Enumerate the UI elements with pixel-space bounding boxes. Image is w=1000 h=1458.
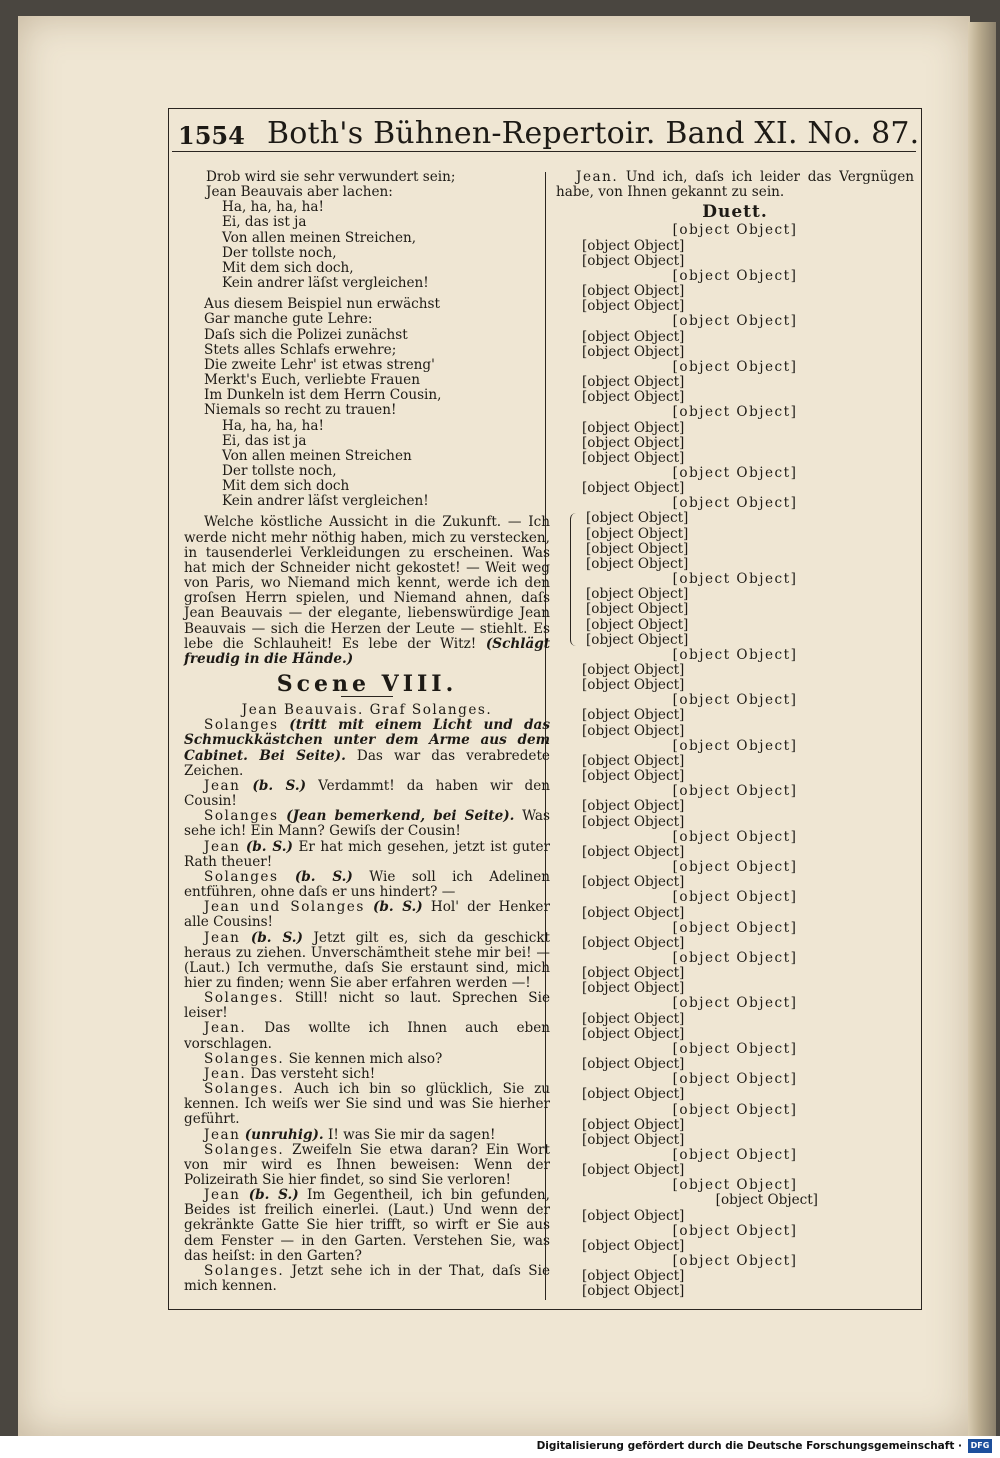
spoken-text: Jetzt sehe ich in der That, daſs Sie mich kennen. [184, 1262, 550, 1295]
verse-line: [object Object] [582, 389, 685, 406]
verse-line: [object Object] [582, 752, 685, 769]
speaker-name: Solanges. [204, 1262, 285, 1279]
monologue-text: Welche köstliche Aussicht in die Zukunft. — Ich werde nicht mehr nöthig haben, mich zu verstecken, in tausenderlei Verkleidungen zu erscheinen. Was hat mich der Schneider nicht gekostet! — Weit weg von Paris, wo Niemand mich kennt, werde ich den groſsen Herrn spielen, und Niemand ahnen, daſs Jean Beauvais — der elegante, liebenswürdige Jean Beauvais — sich die Herzen der Leute — stiehlt. Es lebe die Schlauheit! Es lebe der Witz! [184, 514, 550, 652]
verse-line: [object Object] [582, 1010, 685, 1027]
speaker-cue: [object Object] [672, 464, 798, 481]
speaker-cue: [object Object] [672, 919, 798, 936]
verse-line: [object Object] [582, 343, 685, 360]
speaker-name: Jean. [204, 1020, 247, 1037]
verse-line: [object Object] [582, 1116, 685, 1133]
speaker-cue: [object Object] [672, 1071, 798, 1088]
verse-line: [object Object] [582, 722, 685, 739]
refrain-line: Mit dem sich doch [222, 478, 350, 495]
spoken-text: Im Gegentheil, ich bin gefunden, Beides ist freilich einerlei. (Laut.) Und wenn der gekränkte Gatte Sie hier trifft, so wirft er Sie aus dem Fenster — in den Garten. Verstehen Sie, was das heiſst: in den Garten? [184, 1187, 550, 1264]
verse-line: [object Object] [586, 631, 689, 648]
speaker-name: Solanges. [204, 1081, 285, 1098]
verse-line: [object Object] [582, 843, 685, 860]
verse-line: [object Object] [582, 1086, 685, 1103]
stage-direction: (tritt mit einem Licht und das Schmuckkästchen unter dem Arme aus dem Cabinet. Bei Seite). [184, 717, 550, 764]
verse-line: [object Object] [582, 374, 685, 391]
speaker-cue: [object Object] [672, 995, 798, 1012]
speaker-name: Jean und Solanges [204, 899, 365, 916]
verse-line: Aus diesem Beispiel nun erwächst [204, 296, 440, 313]
dialogue-line [184, 991, 550, 1021]
dialogue-line [184, 1128, 550, 1143]
verse-line: [object Object] [582, 1162, 685, 1179]
spoken-text: Hol' der Henker alle Cousins! [184, 899, 550, 931]
spoken-text: I! was Sie mir da sagen! [327, 1126, 496, 1143]
dialogue-line [184, 809, 550, 839]
speaker-name: Solanges [204, 808, 279, 825]
verse-line: [object Object] [582, 1025, 685, 1042]
speaker-name: Solanges. [204, 990, 285, 1007]
verse-line: [object Object] [582, 677, 685, 694]
verse-line: Die zweite Lehr' ist etwas streng' [204, 356, 435, 373]
speaker-cue: [object Object] [672, 495, 798, 512]
dialogue-line [184, 900, 550, 930]
speaker-name: Jean [204, 1126, 241, 1143]
spoken-text: Das versteht sich! [250, 1065, 376, 1082]
verse-line: [object Object] [582, 798, 685, 815]
verse-line: [object Object] [582, 1207, 685, 1224]
stage-direction: (b. S.) [245, 838, 293, 855]
footer-bar [0, 1436, 1000, 1458]
speaker-cue: [object Object] [672, 222, 798, 239]
stage-direction: (b. S.) [248, 1187, 299, 1204]
refrain-line: Von allen meinen Streichen [222, 447, 412, 464]
speaker-cue: [object Object] [672, 859, 798, 876]
verse-line: [object Object] [582, 1237, 685, 1254]
footer-credit: Digitalisierung gefördert durch die Deutsche Forschungsgemeinschaft · [536, 1440, 962, 1452]
verse-line: [object Object] [715, 1192, 818, 1209]
refrain-line: Von allen meinen Streichen, [222, 229, 417, 246]
verse-line: [object Object] [586, 601, 689, 618]
verse-line: Merkt's Euch, verliebte Frauen [204, 372, 420, 389]
stage-direction: (b. S.) [252, 777, 307, 794]
dialogue-line [184, 1188, 550, 1264]
refrain-line: Der tollste noch, [222, 462, 337, 479]
page-number: 1554 [178, 121, 245, 150]
verse-line: [object Object] [582, 1056, 685, 1073]
speaker-cue: [object Object] [672, 1222, 798, 1239]
verse-line: Gar manche gute Lehre: [204, 311, 373, 328]
refrain-line: Ei, das ist ja [222, 214, 307, 231]
scene-title: Scene VIII. [276, 671, 458, 697]
duet-brace [570, 513, 579, 645]
speaker-cue: [object Object] [672, 692, 798, 709]
speaker-name: Jean. [204, 1065, 247, 1082]
verse-line: [object Object] [582, 904, 685, 921]
verse-line: Niemals so recht zu trauen! [204, 402, 397, 419]
stage-direction: (b. S.) [294, 868, 353, 885]
refrain-line: Ha, ha, ha, ha! [222, 417, 324, 434]
speaker-cue: [object Object] [672, 1040, 798, 1057]
dialogue-line [556, 170, 914, 200]
spoken-text: Zweifeln Sie etwa daran? Ein Wort von mir wird es Ihnen beweisen: Wenn der Polizeirath Sie hier findet, so sind Sie verloren! [184, 1141, 550, 1188]
verse-line: [object Object] [582, 283, 685, 300]
refrain-line: Ha, ha, ha, ha! [222, 199, 324, 216]
verse-line: [object Object] [582, 434, 685, 451]
running-header [172, 113, 920, 152]
dialogue-line [184, 870, 550, 900]
refrain-line: Kein andrer läſst vergleichen! [222, 493, 429, 510]
dialogue-line [184, 1082, 550, 1127]
duet-brace-group [556, 511, 914, 647]
spoken-text: Was sehe ich! Ein Mann? Gewiſs der Cousin! [184, 808, 550, 840]
verse-line: [object Object] [582, 707, 685, 724]
verse-line: [object Object] [582, 813, 685, 830]
left-column [184, 170, 550, 1294]
verse-line: [object Object] [582, 252, 685, 269]
verse-line: [object Object] [582, 934, 685, 951]
speaker-name: Jean [204, 838, 241, 855]
dfg-logo: DFG [968, 1439, 992, 1453]
verse-line: [object Object] [582, 298, 685, 315]
stage-direction: (Jean bemerkend, bei Seite). [286, 808, 515, 825]
speaker-cue: [object Object] [672, 267, 798, 284]
right-column [556, 170, 914, 1300]
speaker-cue: [object Object] [672, 1253, 798, 1270]
speaker-cue: [object Object] [672, 949, 798, 966]
spoken-text: Das war das verabredete Zeichen. [184, 747, 550, 779]
speaker-cue: [object Object] [672, 1101, 798, 1118]
speaker-cue: [object Object] [672, 1177, 798, 1194]
speaker-name: Jean [204, 1187, 241, 1204]
verse-line: Jean Beauvais aber lachen: [206, 184, 393, 201]
verse-line: [object Object] [586, 540, 689, 557]
verse-line: [object Object] [582, 419, 685, 436]
speaker-cue: [object Object] [672, 646, 798, 663]
dialogue-line [184, 779, 550, 809]
refrain-line: Der tollste noch, [222, 244, 337, 261]
verse-line: [object Object] [582, 980, 685, 997]
verse-line: [object Object] [582, 1268, 685, 1285]
dialogue-line [184, 1143, 550, 1188]
stage-direction: (b. S.) [250, 929, 303, 946]
speaker-name: Jean [204, 777, 241, 794]
verse-line: [object Object] [586, 555, 689, 572]
refrain-line: Kein andrer läſst vergleichen! [222, 275, 429, 292]
dialogue-line [184, 840, 550, 870]
refrain-line: Mit dem sich doch, [222, 259, 354, 276]
speaker-name: Jean. [576, 169, 619, 185]
spoken-text: Jetzt gilt es, sich da geschickt heraus zu ziehen. Unverschämtheit stehe mir bei! — (Laut.) Ich vermuthe, daſs Sie erstaunt sind, mich hier zu finden; wenn Sie aber erfahren werden —! [184, 929, 551, 991]
speaker-cue: [object Object] [672, 313, 798, 330]
speaker-cue: [object Object] [672, 358, 798, 375]
speaker-name: Solanges [204, 717, 279, 734]
speaker-name: Solanges [204, 868, 279, 885]
speaker-name: Solanges. [204, 1050, 285, 1067]
verse-line: Stets alles Schlafs erwehre; [204, 341, 397, 358]
verse-line: [object Object] [582, 662, 685, 678]
stage-direction: (b. S.) [372, 899, 423, 916]
speaker-cue: [object Object] [672, 828, 798, 845]
verse-line: Daſs sich die Polizei zunächst [204, 326, 408, 343]
speaker-cue: [object Object] [672, 737, 798, 754]
cast-list: Jean Beauvais. Graf Solanges. [241, 702, 493, 719]
dialogue-line [184, 1264, 550, 1294]
spoken-text: Still! nicht so laut. Sprechen Sie leiser! [184, 990, 551, 1022]
refrain-line: Ei, das ist ja [222, 432, 307, 449]
duett-heading: Duett. [702, 202, 768, 223]
running-title: Both's Bühnen-Repertoir. Band XI. No. 87. [267, 116, 920, 151]
speaker-cue: [object Object] [672, 404, 798, 421]
dialogue-line [184, 1067, 550, 1082]
speaker-name: Jean [204, 929, 241, 946]
spoken-text: Auch ich bin so glücklich, Sie zu kennen. Ich weiſs wer Sie sind und was Sie hierher geführt. [184, 1081, 550, 1128]
stage-direction: (unruhig). [244, 1126, 324, 1143]
verse-line: [object Object] [582, 1283, 685, 1300]
spoken-text: Das wollte ich Ihnen auch eben vorschlagen. [184, 1020, 550, 1052]
spoken-text: Und ich, daſs ich leider das Vergnügen habe, von Ihnen gekannt zu sein. [556, 169, 915, 201]
speaker-cue: [object Object] [672, 571, 798, 588]
verse-line: Im Dunkeln ist dem Herrn Cousin, [204, 387, 442, 404]
dialogue-line [184, 1052, 550, 1067]
speaker-cue: [object Object] [672, 1147, 798, 1163]
verse-line: [object Object] [582, 768, 685, 785]
verse-line: Drob wird sie sehr verwundert sein; [206, 169, 456, 185]
dialogue-line [184, 1021, 550, 1051]
page-edge [968, 22, 996, 1436]
verse-line: [object Object] [582, 328, 685, 345]
verse-line: [object Object] [586, 616, 689, 633]
verse-line: [object Object] [582, 874, 685, 891]
spoken-text: Sie kennen mich also? [288, 1050, 443, 1067]
monologue-paragraph [184, 515, 550, 667]
verse-line: [object Object] [582, 1131, 685, 1148]
verse-line: [object Object] [586, 525, 689, 542]
dialogue-line [184, 931, 550, 992]
dialogue-line [184, 718, 550, 779]
speaker-name: Solanges. [204, 1141, 285, 1158]
spoken-text: Verdammt! da haben wir den Cousin! [184, 777, 551, 810]
verse-line: [object Object] [582, 965, 685, 982]
verse-line: [object Object] [586, 510, 689, 527]
spoken-text: Wie soll ich Adelinen entführen, ohne daſs er uns hindert? — [184, 868, 551, 901]
stage-direction: (Schlägt freudig in die Hände.) [184, 635, 550, 667]
spoken-text: Er hat mich gesehen, jetzt ist guter Rath theuer! [184, 838, 550, 870]
verse-line: [object Object] [582, 480, 685, 497]
speaker-cue: [object Object] [672, 783, 798, 800]
verse-line: [object Object] [586, 586, 689, 603]
verse-line: [object Object] [582, 237, 685, 254]
verse-line: [object Object] [582, 449, 685, 466]
speaker-cue: [object Object] [672, 889, 798, 906]
